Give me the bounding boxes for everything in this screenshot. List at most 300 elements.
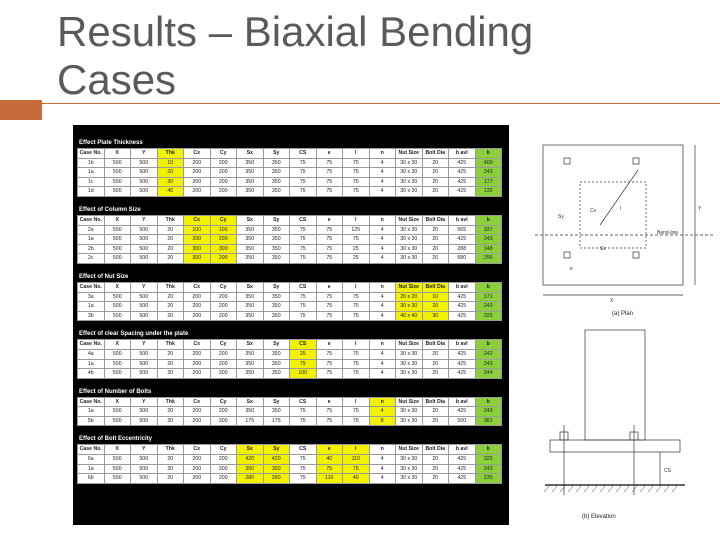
base-plate-elevation [550, 440, 680, 452]
table-cell: 75 [316, 225, 343, 235]
table-cell: 4b [78, 369, 105, 379]
table-cell: 1d [78, 187, 105, 197]
table-cell: 4 [369, 349, 396, 359]
table-cell: 500 [104, 369, 131, 379]
table-cell: 337 [475, 225, 502, 235]
table-cell: 350 [263, 187, 290, 197]
column-header: b avl [449, 445, 476, 455]
column-header: Thk [157, 397, 184, 407]
table-cell: 500 [104, 302, 131, 312]
column-header: b [475, 340, 502, 350]
table-cell: 350 [263, 359, 290, 369]
table-cell: 425 [449, 474, 476, 484]
table-cell: 20 x 20 [396, 292, 423, 302]
dim-label-y: Y [698, 206, 702, 212]
table-cell: 425 [449, 302, 476, 312]
column-header: X [104, 397, 131, 407]
table-cell: 40 [316, 455, 343, 465]
table-cell: 500 [131, 407, 158, 417]
table-cell: 40 [343, 474, 370, 484]
table-cell: 500 [104, 416, 131, 426]
table-cell: 350 [263, 158, 290, 168]
column-header: X [104, 149, 131, 159]
bend-line-label: Bend-line [657, 230, 679, 236]
table-cell: 235 [475, 474, 502, 484]
table-cell: 2a [78, 225, 105, 235]
table-cell: 75 [316, 177, 343, 187]
table-cell: 4 [369, 168, 396, 178]
table-cell: 30 x 30 [396, 225, 423, 235]
table-cell: 171 [475, 292, 502, 302]
column-header: X [104, 445, 131, 455]
table-cell: 200 [184, 416, 211, 426]
dim-label-x: X [610, 298, 614, 304]
table-cell: 580 [449, 254, 476, 264]
column-header: Y [131, 149, 158, 159]
table-cell: 350 [263, 464, 290, 474]
table-cell: 30 x 30 [396, 359, 423, 369]
table-cell: 75 [290, 311, 317, 321]
column-header: Y [131, 397, 158, 407]
table-cell: 243 [475, 464, 502, 474]
table-cell: 75 [290, 359, 317, 369]
table-cell: 75 [316, 349, 343, 359]
table-cell: 4 [369, 369, 396, 379]
slide-title [57, 8, 533, 104]
table-row [78, 235, 502, 245]
table-cell: 500 [104, 254, 131, 264]
column-header: b avl [449, 215, 476, 225]
table-cell: 500 [104, 168, 131, 178]
table-cell: 500 [131, 225, 158, 235]
table-cell: 200 [210, 292, 237, 302]
table-cell: 325 [475, 455, 502, 465]
table-cell: 30 x 30 [396, 187, 423, 197]
table-cell: 75 [343, 369, 370, 379]
table-cell: 75 [343, 416, 370, 426]
table-cell: 200 [184, 177, 211, 187]
table-cell: 1a [78, 407, 105, 417]
table-cell: 1b [78, 158, 105, 168]
table-cell: 350 [237, 369, 264, 379]
table-cell: 500 [104, 359, 131, 369]
table-cell: 200 [210, 302, 237, 312]
table-header-row [78, 149, 502, 159]
table-cell: 75 [290, 416, 317, 426]
table-cell: 500 [131, 254, 158, 264]
table-cell: 425 [449, 359, 476, 369]
column-header: Cx [184, 340, 211, 350]
table-cell: 200 [184, 168, 211, 178]
table-cell: 500 [104, 235, 131, 245]
column-header: b [475, 282, 502, 292]
table-cell: 2c [78, 254, 105, 264]
table-header-row [78, 282, 502, 292]
table-cell: 20 [422, 416, 449, 426]
table-cell: 75 [343, 292, 370, 302]
column-header: Sy [263, 397, 290, 407]
table-cell: 200 [184, 302, 211, 312]
table-cell: 100 [184, 225, 211, 235]
column-header: Thk [157, 340, 184, 350]
column-header: Sx [237, 282, 264, 292]
table-cell: 425 [449, 158, 476, 168]
table-cell: 20 [157, 416, 184, 426]
table-cell: 75 [290, 168, 317, 178]
table-cell: 200 [210, 455, 237, 465]
table-cell: 110 [343, 455, 370, 465]
table-cell: 20 [157, 292, 184, 302]
table-cell: 75 [290, 158, 317, 168]
column-header: n [369, 282, 396, 292]
table-row [78, 369, 502, 379]
table-cell: 20 [157, 254, 184, 264]
table-cell: 132 [475, 187, 502, 197]
table-cell: 20 [157, 359, 184, 369]
table-cell: 500 [131, 292, 158, 302]
column-header: Bolt Dia [422, 445, 449, 455]
dim-label-l: l [620, 206, 622, 212]
table-cell: 75 [316, 359, 343, 369]
table-cell: 75 [290, 292, 317, 302]
table-cell: 2b [78, 244, 105, 254]
table-cell: 350 [263, 254, 290, 264]
table-cell: 500 [131, 464, 158, 474]
table-cell: 200 [210, 407, 237, 417]
table-cell: 200 [210, 235, 237, 245]
table-cell: 30 [157, 177, 184, 187]
table-cell: 30 x 30 [396, 177, 423, 187]
slide-title-line-1: Results – Biaxial Bending [57, 8, 534, 55]
table-cell: 500 [104, 187, 131, 197]
column-header: Case No. [78, 397, 105, 407]
table-cell: 350 [263, 225, 290, 235]
column-header: Bolt Dia [422, 215, 449, 225]
table-cell: 30 [422, 311, 449, 321]
table-cell: 300 [210, 244, 237, 254]
table-cell: 20 [422, 187, 449, 197]
table-cell: 75 [290, 244, 317, 254]
table-cell: 75 [316, 187, 343, 197]
table-cell: 500 [449, 416, 476, 426]
plan-view [535, 145, 715, 295]
table-row [78, 244, 502, 254]
table-cell: 6b [78, 474, 105, 484]
table-cell: 425 [449, 311, 476, 321]
table-cell: 75 [316, 254, 343, 264]
table-cell: 20 [422, 349, 449, 359]
table-cell: 350 [237, 359, 264, 369]
table-cell: 4 [369, 302, 396, 312]
column-header: e [316, 215, 343, 225]
column-header: Cx [184, 282, 211, 292]
dim-label-cs: CS [664, 468, 671, 474]
results-table [77, 444, 502, 483]
column-header: b avl [449, 149, 476, 159]
table-cell: 200 [210, 254, 237, 264]
column-header: n [369, 149, 396, 159]
column-header: Cy [210, 340, 237, 350]
table-cell: 20 [157, 225, 184, 235]
table-cell: 350 [263, 349, 290, 359]
column-header: Sy [263, 445, 290, 455]
table-cell: 20 [157, 235, 184, 245]
table-cell: 75 [316, 416, 343, 426]
column-header: Thk [157, 215, 184, 225]
column-header: b [475, 149, 502, 159]
table-cell: 425 [449, 235, 476, 245]
table-cell: 350 [237, 464, 264, 474]
table-cell: 500 [131, 235, 158, 245]
table-cell: 148 [475, 244, 502, 254]
column-header: Cy [210, 215, 237, 225]
column-header: e [316, 149, 343, 159]
table-cell: 125 [343, 225, 370, 235]
table-cell: 30 x 30 [396, 254, 423, 264]
table-cell: 200 [184, 311, 211, 321]
table-cell: 110 [316, 474, 343, 484]
table-cell: 20 [157, 464, 184, 474]
table-cell: 425 [449, 349, 476, 359]
bolt-tr [633, 158, 639, 164]
table-cell: 4 [369, 254, 396, 264]
table-cell: 75 [316, 244, 343, 254]
column-header: Sy [263, 340, 290, 350]
column-header: CS [290, 215, 317, 225]
table-header-row [78, 215, 502, 225]
table-cell: 20 [422, 302, 449, 312]
table-cell: 200 [184, 349, 211, 359]
table-cell: 75 [343, 177, 370, 187]
section-title: Effect of Bolt Eccentricity [79, 436, 153, 443]
table-cell: 75 [290, 235, 317, 245]
table-cell: 30 x 30 [396, 349, 423, 359]
table-cell: 200 [210, 464, 237, 474]
base-plate-figure [520, 130, 720, 530]
column-header: Nut Size [396, 282, 423, 292]
table-cell: 350 [237, 407, 264, 417]
table-cell: 243 [475, 359, 502, 369]
table-cell: 1a [78, 359, 105, 369]
table-row [78, 407, 502, 417]
table-cell: 20 [422, 359, 449, 369]
results-table [77, 339, 502, 378]
table-cell: 100 [210, 225, 237, 235]
table-row [78, 311, 502, 321]
column-header: n [369, 397, 396, 407]
table-cell: 20 [422, 158, 449, 168]
table-cell: 75 [316, 407, 343, 417]
column-header: Sy [263, 215, 290, 225]
table-cell: 350 [237, 311, 264, 321]
table-cell: 350 [237, 177, 264, 187]
table-cell: 20 [422, 244, 449, 254]
table-cell: 1a [78, 168, 105, 178]
table-cell: 200 [184, 158, 211, 168]
table-cell: 350 [237, 158, 264, 168]
table-cell: 75 [343, 187, 370, 197]
table-header-row [78, 397, 502, 407]
column-header: CS [290, 397, 317, 407]
column-header: Thk [157, 149, 184, 159]
table-cell: 200 [210, 416, 237, 426]
table-cell: 200 [210, 158, 237, 168]
dim-label-cx: Cx [590, 208, 597, 214]
table-cell: 350 [263, 292, 290, 302]
table-cell: 4 [369, 235, 396, 245]
table-cell: 425 [449, 292, 476, 302]
table-cell: 500 [131, 187, 158, 197]
table-cell: 425 [449, 455, 476, 465]
table-cell: 425 [449, 187, 476, 197]
table-cell: 500 [104, 311, 131, 321]
table-cell: 75 [290, 407, 317, 417]
table-cell: 200 [210, 311, 237, 321]
column-header: e [316, 282, 343, 292]
table-cell: 40 x 40 [396, 311, 423, 321]
column-header: l [343, 282, 370, 292]
table-cell: 20 [422, 225, 449, 235]
column-header: n [369, 340, 396, 350]
column-header: Thk [157, 282, 184, 292]
table-cell: 500 [104, 292, 131, 302]
plan-caption: (a) Plan [612, 311, 634, 317]
column-header: Cx [184, 215, 211, 225]
table-cell: 256 [475, 254, 502, 264]
table-row [78, 177, 502, 187]
table-cell: 75 [316, 235, 343, 245]
table-cell: 350 [263, 235, 290, 245]
table-cell: 75 [343, 168, 370, 178]
table-cell: 75 [343, 359, 370, 369]
column-header: e [316, 397, 343, 407]
table-cell: 30 x 30 [396, 244, 423, 254]
column-header: Bolt Dia [422, 149, 449, 159]
table-cell: 20 [157, 455, 184, 465]
table-cell: 75 [290, 474, 317, 484]
column-header: Cy [210, 397, 237, 407]
table-cell: 500 [104, 244, 131, 254]
dim-label-e: e [570, 266, 573, 272]
table-cell: 200 [184, 292, 211, 302]
title-rule-line [42, 103, 720, 104]
table-row [78, 292, 502, 302]
table-cell: 300 [184, 244, 211, 254]
table-cell: 243 [475, 235, 502, 245]
table-cell: 75 [316, 292, 343, 302]
table-cell: 500 [104, 158, 131, 168]
section-title: Effect of clear Spacing under the plate [79, 331, 189, 338]
table-cell: 350 [237, 349, 264, 359]
table-cell: 500 [104, 407, 131, 417]
column-header: Cy [210, 445, 237, 455]
column-header: CS [290, 445, 317, 455]
column-header: n [369, 215, 396, 225]
table-cell: 500 [131, 349, 158, 359]
table-cell: 10 [157, 158, 184, 168]
table-cell: 4 [369, 464, 396, 474]
table-cell: 75 [343, 407, 370, 417]
table-cell: 175 [237, 416, 264, 426]
column-header: Cx [184, 397, 211, 407]
column-header: l [343, 149, 370, 159]
column-header: b avl [449, 397, 476, 407]
table-row [78, 158, 502, 168]
column-header: CS [290, 340, 317, 350]
section-title: Effect of Column Size [79, 206, 141, 213]
column-header: b [475, 445, 502, 455]
table-cell: 30 x 30 [396, 302, 423, 312]
table-cell: 75 [316, 369, 343, 379]
table-cell: 20 [422, 369, 449, 379]
column-header: Case No. [78, 282, 105, 292]
column-header: Y [131, 282, 158, 292]
table-cell: 500 [131, 244, 158, 254]
table-cell: 500 [131, 416, 158, 426]
table-cell: 1a [78, 235, 105, 245]
table-cell: 500 [104, 225, 131, 235]
table-cell: 280 [237, 474, 264, 484]
table-cell: 350 [237, 225, 264, 235]
table-cell: 75 [343, 311, 370, 321]
column-header: Y [131, 445, 158, 455]
table-cell: 280 [263, 474, 290, 484]
table-cell: 350 [263, 302, 290, 312]
table-cell: 177 [475, 177, 502, 187]
bolt-bl [564, 252, 570, 258]
bolt-tl [564, 158, 570, 164]
column-header: l [343, 445, 370, 455]
table-cell: 75 [316, 464, 343, 474]
column-header: CS [290, 282, 317, 292]
table-cell: 25 [343, 254, 370, 264]
table-cell: 25 [343, 244, 370, 254]
table-cell: 200 [184, 235, 211, 245]
table-cell: 243 [475, 302, 502, 312]
table-cell: 500 [131, 359, 158, 369]
table-cell: 350 [263, 311, 290, 321]
table-cell: 200 [184, 187, 211, 197]
table-cell: 500 [104, 474, 131, 484]
table-cell: 243 [475, 168, 502, 178]
table-cell: 425 [449, 177, 476, 187]
table-cell: 350 [237, 187, 264, 197]
table-cell: 30 x 30 [396, 168, 423, 178]
table-cell: 30 x 30 [396, 158, 423, 168]
table-cell: 3b [78, 311, 105, 321]
column-header: X [104, 215, 131, 225]
table-cell: 200 [210, 177, 237, 187]
table-cell: 425 [449, 464, 476, 474]
table-cell: 75 [290, 177, 317, 187]
table-cell: 350 [263, 177, 290, 187]
table-cell: 75 [343, 235, 370, 245]
table-cell: 500 [131, 158, 158, 168]
table-cell: 75 [316, 158, 343, 168]
column-header: Cy [210, 149, 237, 159]
table-cell: 381 [475, 416, 502, 426]
elevation-caption: (b) Elevation [582, 514, 616, 520]
column-header: n [369, 445, 396, 455]
column-header: Y [131, 340, 158, 350]
table-cell: 200 [184, 369, 211, 379]
table-cell: 420 [263, 455, 290, 465]
table-cell: 350 [237, 302, 264, 312]
table-cell: 200 [184, 359, 211, 369]
table-cell: 75 [343, 158, 370, 168]
table-cell: 75 [316, 311, 343, 321]
column-header: b avl [449, 282, 476, 292]
